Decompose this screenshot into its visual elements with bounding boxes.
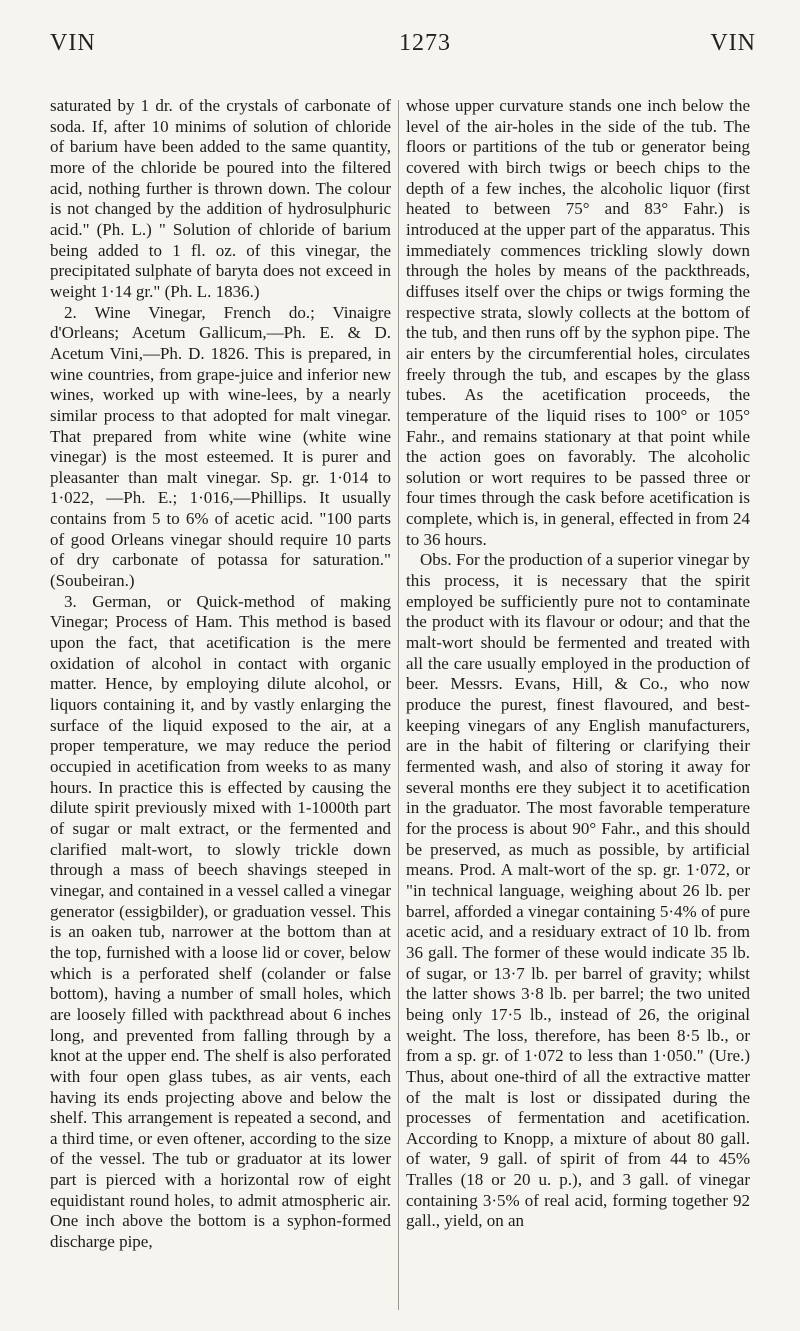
paragraph-observations: Obs. For the production of a superior vinegar by this process, it is necessary that the spirit employed be sufficiently pure not to contaminate the product with its flavour or odour; and that the malt-wort should be fermented and treated with all the care usually employed in the production of beer. Messrs. Evans, Hill, & Co., who now produce the purest, finest flavoured, and best-keeping vinegars of any English manufacturers, are in the habit of filtering or clarifying their fermented wash, and also of storing it away for several months ere they subject it to acetification in the graduator. The most favorable temperature for the process is about 90° Fahr., and this should be preserved, as much as possible, by artificial means. Prod. A malt-wort of the sp. gr. 1·072, or "in technical language, weighing about 26 lb. per barrel, afforded a vinegar containing 5·4% of pure acetic acid, and a residuary extract of 10 lb. from 36 gall. The former of these would indicate 35 lb. of sugar, or 13·7 lb. per barrel of gravity; whilst the latter shows 3·8 lb. per barrel; the two united being only 17·5 lb., instead of 26, the original weight. The loss, therefore, has been 8·5 lb., or from a sp. gr. of 1·072 to less than 1·050." (Ure.) Thus, about one-third of all the extractive matter of the malt is lost or dissipated during the processes of fermentation and acetification. According to Knopp, a mixture of about 80 gall. of water, 9 gall. of spirit of from 44 to 45% Tralles (18 or 20 u. p.), and 3 gall. of vinegar containing 3·5% of real acid, forming together 92 gall., yield, on an <box>406 550 750 1231</box>
paragraph-wine-vinegar: 2. Wine Vinegar, French do.; Vinaigre d'Orleans; Acetum Gallicum,—Ph. E. & D. Acetum Vini,—Ph. D. 1826. This is prepared, in wine countries, from grape-juice and inferior new wines, worked up with wine-lees, by a nearly similar process to that adopted for malt vinegar. That prepared from white wine (white wine vinegar) is the most esteemed. It is purer and pleasanter than malt vinegar. Sp. gr. 1·014 to 1·022, —Ph. E.; 1·016,—Phillips. It usually contains from 5 to 6% of acetic acid. "100 parts of good Orleans vinegar should require 10 parts of dry carbonate of potassa for saturation." (Soubeiran.) <box>50 302 391 591</box>
paragraph-german-method: 3. German, or Quick-method of making Vinegar; Process of Ham. This method is based upon the fact, that acetification is the mere oxidation of alcohol in contact with organic matter. Hence, by employing dilute alcohol, or liquors containing it, and by vastly enlarging the surface of the liquid exposed to the air, at a proper temperature, we may reduce the period occupied in acetification from weeks to as many hours. In practice this is effected by causing the dilute spirit previously mixed with 1-1000th part of sugar or malt extract, or the fermented and clarified malt-wort, to slowly trickle down through a mass of beech shavings steeped in vinegar, and contained in a vessel called a vinegar generator (essigbilder), or graduation vessel. This is an oaken tub, narrower at the bottom than at the top, furnished with a loose lid or cover, below which is a perforated shelf (colander or false bottom), having a number of small holes, which are loosely filled with packthread about 6 inches long, and prevented from falling through by a knot at the upper end. The shelf is also perforated with four open glass tubes, as air vents, each having its ends projecting above and below the shelf. This arrangement is repeated a second, and a third time, or even oftener, according to the size of the vessel. The tub or graduator at its lower part is pierced with a horizontal row of eight equidistant round holes, to admit atmospheric air. One inch above the bottom is a syphon-formed discharge pipe, <box>50 591 391 1252</box>
paragraph-generator-operation: whose upper curvature stands one inch below the level of the air-holes in the side of the tub. The floors or partitions of the tub or generator being covered with birch twigs or beech chips to the depth of a few inches, the alcoholic liquor (first heated to between 75° and 83° Fahr.) is introduced at the upper part of the apparatus. This immediately commences trickling slowly down through the holes by means of the packthreads, diffuses itself over the chips or twigs forming the respective strata, slowly collects at the bottom of the tub, and then runs off by the syphon pipe. The air enters by the circumferential holes, circulates freely through the tub, and escapes by the glass tubes. As the acetification proceeds, the temperature of the liquid rises to 100° or 105° Fahr., and remains stationary at that point while the action goes on favorably. The alcoholic solution or wort requires to be passed three or four times through the cask before acetification is complete, which is, in general, effected in from 24 to 36 hours. <box>406 96 750 549</box>
header-right-word: VIN <box>710 30 756 56</box>
header-left-word: VIN <box>50 30 96 56</box>
paragraph-barium-test: saturated by 1 dr. of the crystals of carbonate of soda. If, after 10 minims of solution of chloride of barium have been added to the same quantity, more of the chloride be poured into the filtered acid, nothing further is thrown down. The colour is not changed by the addition of hydrosulphuric acid." (Ph. L.) " Solution of chloride of barium being added to 1 fl. oz. of this vinegar, the precipitated sulphate of baryta does not exceed in weight 1·14 gr." (Ph. L. 1836.) <box>50 96 391 301</box>
right-column <box>406 96 750 1316</box>
running-header <box>50 18 756 58</box>
page-number: 1273 <box>399 30 451 56</box>
left-column <box>50 96 391 1316</box>
column-divider <box>398 100 399 1310</box>
